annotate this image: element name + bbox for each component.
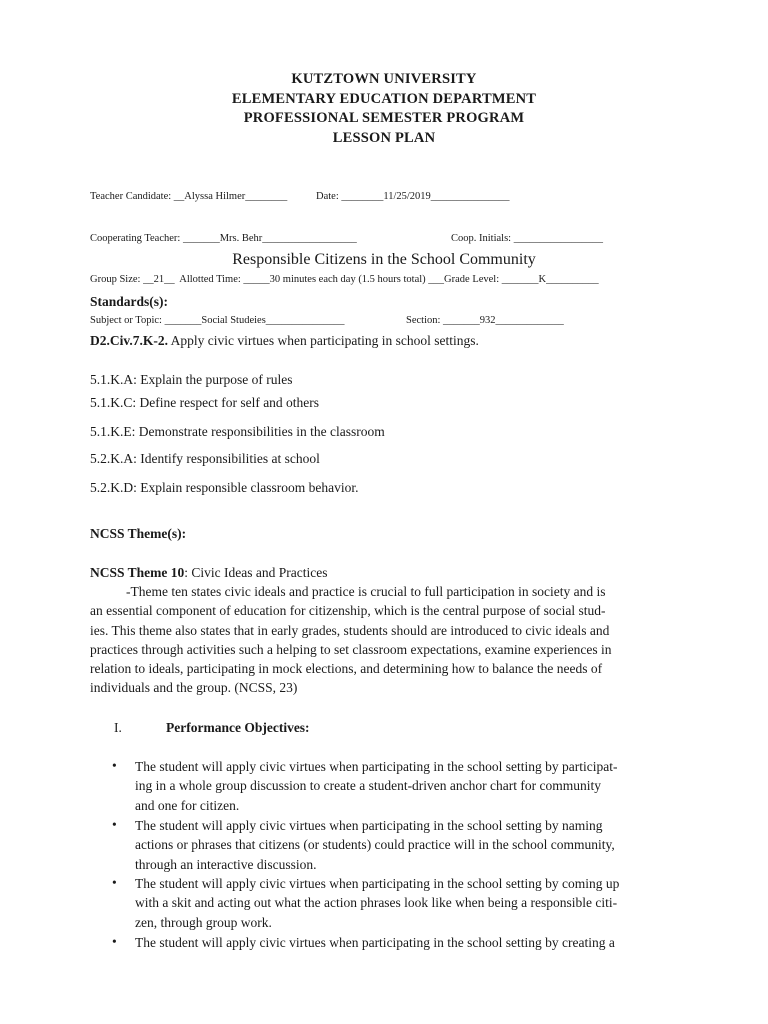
objective-line: The student will apply civic virtues when participating in the school setting by creating a [135,935,615,950]
bullet-icon: • [112,934,117,949]
university-name: KUTZTOWN UNIVERSITY [291,71,477,87]
bullet-icon: • [112,817,117,832]
ncss-theme [90,565,327,581]
standard-item: 5.1.K.E: Demonstrate responsibilities in the classroom [90,424,385,439]
group-size-field: Group Size: __21__ Allotted Time: _____30 minutes each day (1.5 hours total) ___Grade Level: _______K__________ [90,273,599,285]
standards-heading: Standards(s): [90,294,169,309]
objective-item [135,933,680,952]
paragraph-line: practices through activities such a helping to set classroom expectations, examine experiences in [90,641,612,657]
objective-line: zen, through group work. [135,914,272,930]
section-field: Section: _______932_____________ [406,314,564,326]
paragraph-line: an essential component of education for citizenship, which is the central purpose of social stud- [90,603,606,619]
paragraph-line: relation to ideals, participating in mock elections, and determining how to balance the needs of [90,661,603,677]
main-standard [90,333,479,349]
ncss-heading: NCSS Theme(s): [90,526,187,541]
date-field: Date: ________11/25/2019_______________ [316,191,510,203]
bullet-icon: • [112,758,117,773]
objective-line: ing in a whole group discussion to create a student-driven anchor chart for community [135,778,601,794]
department-name: ELEMENTARY EDUCATION DEPARTMENT [231,90,537,107]
section-numeral: I. [114,720,122,735]
paragraph-line: ies. This theme also states that in early grades, students should are introduced to civic ideals and [90,622,610,638]
bullet-icon: • [112,875,117,890]
paragraph-line: -Theme ten states civic ideals and practice is crucial to full participation in society and is [126,584,606,599]
objective-item [135,816,680,874]
main-standard-code: D2.Civ.7.K-2. [90,333,169,348]
main-standard-text: Apply civic virtues when participating in school settings. [168,333,479,348]
ncss-theme-name: : Civic Ideas and Practices [184,565,328,580]
objective-line: The student will apply civic virtues when participating in the school setting by naming [135,818,603,833]
standard-item: 5.2.K.A: Identify responsibilities at school [90,451,320,466]
paragraph-line: individuals and the group. (NCSS, 23) [90,680,298,696]
teacher-candidate-field: Teacher Candidate: __Alyssa Hilmer________ [90,191,288,203]
objective-line: through an interactive discussion. [135,856,317,872]
cooperating-teacher-field: Cooperating Teacher: _______Mrs. Behr__________________ [90,232,357,244]
ncss-theme-label: NCSS Theme 10 [90,565,185,580]
objective-item [135,874,680,932]
standard-item: 5.1.K.A: Explain the purpose of rules [90,372,293,387]
objective-line: and one for citizen. [135,797,240,813]
objective-item [135,757,680,815]
ncss-paragraph [90,582,676,698]
lesson-title: Responsible Citizens in the School Community [232,251,536,268]
coop-initials-field: Coop. Initials: _________________ [451,232,603,244]
standard-item: 5.1.K.C: Define respect for self and others [90,395,320,410]
program-name: PROFESSIONAL SEMESTER PROGRAM [243,110,525,126]
standard-item: 5.2.K.D: Explain responsible classroom behavior. [90,480,359,495]
objective-line: actions or phrases that citizens (or students) could practice will in the school community, [135,837,615,853]
document-type: LESSON PLAN [332,129,436,146]
objectives-heading: Performance Objectives: [166,720,310,735]
objective-line: The student will apply civic virtues when participating in the school setting by participat- [135,759,618,774]
objective-line: with a skit and acting out what the action phrases look like when being a responsible citi- [135,895,618,911]
objective-line: The student will apply civic virtues when participating in the school setting by coming up [135,876,620,891]
document-header [0,70,768,148]
subject-field: Subject or Topic: _______Social Studeies_______________ [90,314,345,326]
